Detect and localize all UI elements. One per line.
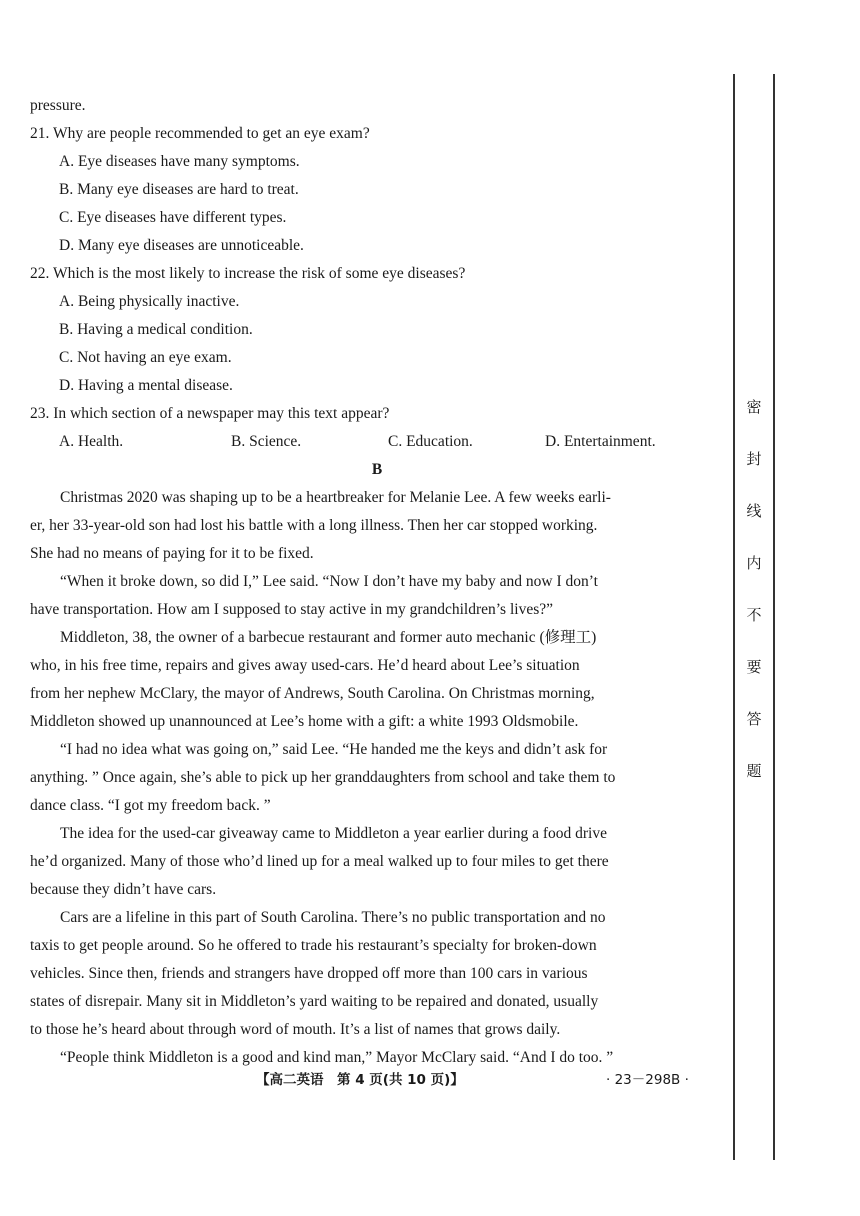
text-line: “When it broke down, so did I,” Lee said. “Now I don’t have my baby and now I don’t <box>60 573 598 590</box>
footer-paper-code: · 23－298B · <box>606 1072 689 1088</box>
text-line: have transportation. How am I supposed to stay active in my grandchildren’s lives?” <box>30 601 553 618</box>
text-line: “People think Middleton is a good and kind man,” Mayor McClary said. “And I do too. ” <box>60 1049 614 1066</box>
question-22 <box>30 260 712 400</box>
option-b: B. Having a medical condition. <box>59 321 253 338</box>
option-d: D. Many eye diseases are unnoticeable. <box>59 237 304 254</box>
text-line: anything. ” Once again, she’s able to pick up her granddaughters from school and take them to <box>30 769 616 786</box>
option-d: D. Having a mental disease. <box>59 377 233 394</box>
paragraph <box>30 484 712 568</box>
text-line: Middleton, 38, the owner of a barbecue restaurant and former auto mechanic (修理工) <box>60 629 597 646</box>
option-b: B. Many eye diseases are hard to treat. <box>59 181 299 198</box>
question-23 <box>30 400 712 456</box>
seal-char: 线 <box>746 502 762 520</box>
text-line: Christmas 2020 was shaping up to be a heartbreaker for Melanie Lee. A few weeks earli- <box>60 489 611 506</box>
question-stem: 22. Which is the most likely to increase the risk of some eye diseases? <box>30 265 466 282</box>
seal-char: 要 <box>746 658 762 676</box>
question-stem: 23. In which section of a newspaper may this text appear? <box>30 405 390 422</box>
text-line: to those he’s heard about through word of mouth. It’s a list of names that grows daily. <box>30 1021 561 1038</box>
footer-page-title: 【高二英语 第 4 页(共 10 页)】 <box>256 1072 464 1088</box>
text-line: because they didn’t have cars. <box>30 881 217 898</box>
option-a: A. Eye diseases have many symptoms. <box>59 153 300 170</box>
option-d: D. Entertainment. <box>545 433 656 450</box>
paragraph <box>30 624 712 736</box>
page-content <box>30 92 712 1072</box>
text-line: The idea for the used-car giveaway came to Middleton a year earlier during a food drive <box>60 825 607 842</box>
passage-b <box>30 484 712 1072</box>
seal-char: 封 <box>746 450 762 468</box>
option-a: A. Being physically inactive. <box>59 293 240 310</box>
text-line: taxis to get people around. So he offered to trade his restaurant’s specialty for broken-down <box>30 937 597 954</box>
option-b: B. Science. <box>231 433 302 450</box>
text-line: from her nephew McClary, the mayor of Andrews, South Carolina. On Christmas morning, <box>30 685 595 702</box>
text-line: “I had no idea what was going on,” said Lee. “He handed me the keys and didn’t ask for <box>60 741 608 758</box>
seal-char: 内 <box>746 554 762 572</box>
options-row <box>30 428 712 456</box>
text-line: Cars are a lifeline in this part of South Carolina. There’s no public transportation and no <box>60 909 606 926</box>
text-line: states of disrepair. Many sit in Middleton’s yard waiting to be repaired and donated, usually <box>30 993 599 1010</box>
paragraph <box>30 820 712 904</box>
seal-char: 密 <box>746 398 762 416</box>
option-c: C. Eye diseases have different types. <box>59 209 287 226</box>
text-line: er, her 33-year-old son had lost his battle with a long illness. Then her car stopped working. <box>30 517 598 534</box>
option-c: C. Not having an eye exam. <box>59 349 232 366</box>
seal-char: 答 <box>746 710 762 728</box>
page-footer <box>0 1064 860 1088</box>
top-fragment: pressure. <box>30 97 86 114</box>
text-line: vehicles. Since then, friends and strangers have dropped off more than 100 cars in various <box>30 965 588 982</box>
text-line: Middleton showed up unannounced at Lee’s home with a gift: a white 1993 Oldsmobile. <box>30 713 579 730</box>
section-heading: B <box>371 461 383 478</box>
text-line: She had no means of paying for it to be fixed. <box>30 545 314 562</box>
question-21 <box>30 120 712 260</box>
binding-line-inner <box>733 74 735 1160</box>
option-a: A. Health. <box>59 433 124 450</box>
paragraph <box>30 568 712 624</box>
seal-char: 不 <box>746 606 762 624</box>
paragraph <box>30 736 712 820</box>
paragraph <box>30 904 712 1044</box>
binding-line-outer <box>773 74 775 1160</box>
question-stem: 21. Why are people recommended to get an eye exam? <box>30 125 370 142</box>
seal-line-notice <box>742 398 766 814</box>
seal-char: 题 <box>746 762 762 780</box>
text-line: he’d organized. Many of those who’d lined up for a meal walked up to four miles to get there <box>30 853 609 870</box>
option-c: C. Education. <box>388 433 473 450</box>
text-line: who, in his free time, repairs and gives away used-cars. He’d heard about Lee’s situation <box>30 657 580 674</box>
text-line: dance class. “I got my freedom back. ” <box>30 797 271 814</box>
